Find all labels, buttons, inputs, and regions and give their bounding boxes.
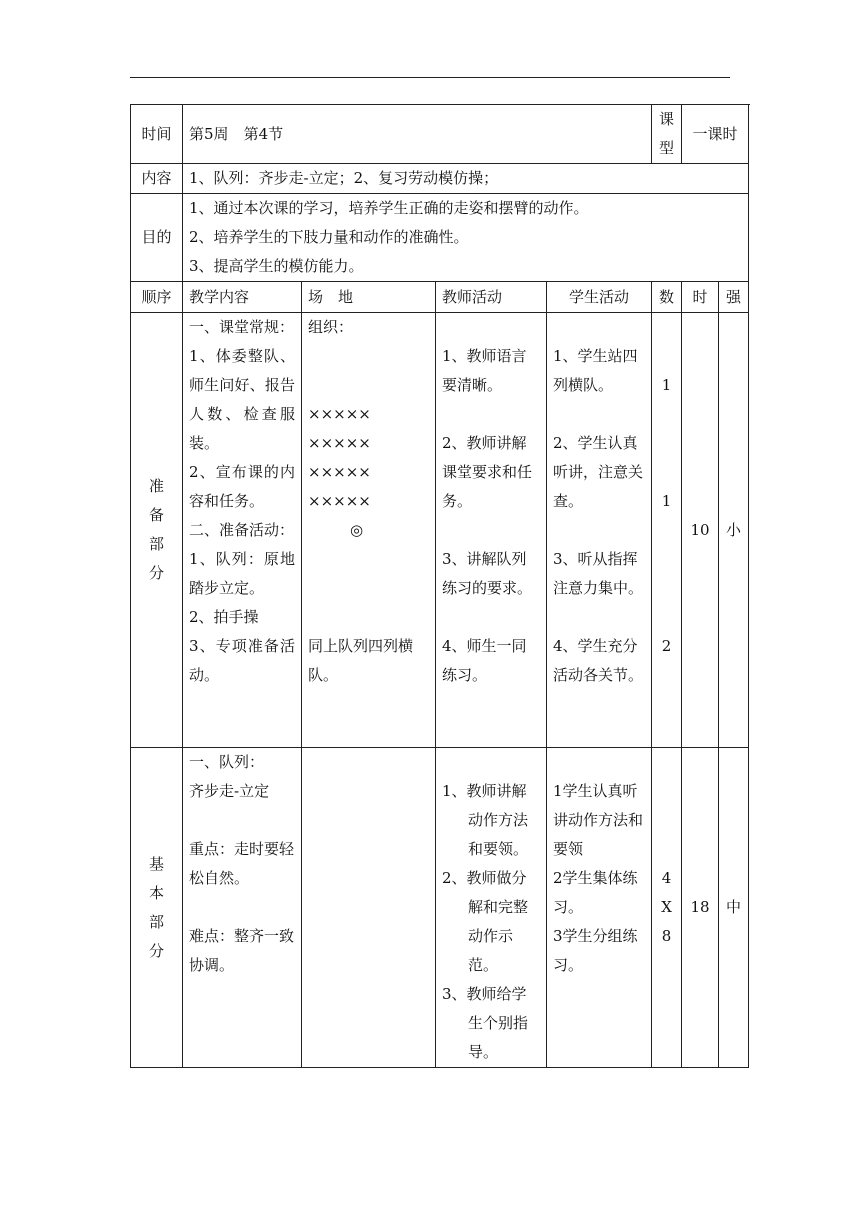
basic-key-point: 重点：走时要轻松自然。 xyxy=(189,840,295,887)
week-lesson xyxy=(183,105,652,164)
teacher-position-mark: ◎ xyxy=(350,521,364,539)
basic-venue xyxy=(302,748,436,1068)
prep-count-1: 1 xyxy=(661,376,672,394)
formation-row: ××××× xyxy=(308,463,371,481)
col-count: 数 xyxy=(652,282,682,313)
formation-row: ××××× xyxy=(308,405,371,423)
basic-teaching xyxy=(183,748,302,1068)
prep-intensity: 小 xyxy=(719,313,749,748)
prep-order-char: 备 xyxy=(148,506,164,524)
prep-order-char: 分 xyxy=(148,564,164,582)
basic-order-char: 基 xyxy=(148,854,164,873)
basic-difficulty: 难点：整齐一致协调。 xyxy=(189,927,295,974)
prep-student-activity: 1、学生站四列横队。 2、学生认真听讲，注意关查。 3、听从指挥注意力集中。 4、学生充分活动各关节。 xyxy=(547,313,652,748)
content-row xyxy=(131,164,749,194)
prep-row xyxy=(131,313,749,748)
col-venue: 场 地 xyxy=(302,282,436,313)
content-value: 1、队列：齐步走-立定；2、复习劳动模仿操； xyxy=(183,164,749,194)
column-header-row xyxy=(131,282,749,313)
prep-order-char: 部 xyxy=(148,535,164,553)
basic-teacher-step: 1、教师讲解动作方法和要领。 xyxy=(442,782,529,858)
formation-row: ××××× xyxy=(308,492,371,510)
lesson-text: 第4节 xyxy=(243,124,284,143)
basic-order-char: 分 xyxy=(148,941,164,960)
basic-teaching-title: 一、队列： xyxy=(189,753,265,771)
basic-order-char: 本 xyxy=(148,883,164,902)
col-order: 顺序 xyxy=(131,282,183,313)
purpose-line-1: 1、通过本次课的学习，培养学生正确的走姿和摆臂的动作。 xyxy=(189,199,589,217)
venue-note: 同上队列四列横队。 xyxy=(308,637,414,684)
basic-teacher-step: 3、教师给学生个别指导。 xyxy=(442,985,529,1061)
prep-count-3: 2 xyxy=(661,637,672,655)
basic-count xyxy=(652,748,682,1068)
formation-row: ××××× xyxy=(308,434,371,452)
col-intensity: 强 xyxy=(719,282,749,313)
purpose-row xyxy=(131,194,749,282)
venue-org-label: 组织： xyxy=(308,318,354,336)
content-label: 内容 xyxy=(131,164,183,194)
basic-row xyxy=(131,748,749,1068)
purpose-line-2: 2、培养学生的下肢力量和动作的准确性。 xyxy=(189,228,469,246)
header-rule xyxy=(130,77,730,78)
prep-time: 10 xyxy=(682,313,719,748)
time-row xyxy=(131,105,749,164)
prep-order-char: 准 xyxy=(148,477,164,495)
basic-order-char: 部 xyxy=(148,912,164,931)
purpose-label: 目的 xyxy=(131,194,183,282)
prep-order xyxy=(131,313,183,748)
basic-order xyxy=(131,748,183,1068)
lesson-plan-table xyxy=(130,104,749,1068)
col-student: 学生活动 xyxy=(547,282,652,313)
prep-venue xyxy=(302,313,436,748)
basic-intensity: 中 xyxy=(719,748,749,1068)
basic-count-part: 8 xyxy=(661,927,672,945)
prep-teacher-activity: 1、教师语言要清晰。 2、教师讲解课堂要求和任务。 3、讲解队列练习的要求。 4、师生一同练习。 xyxy=(436,313,547,748)
basic-teaching-item: 齐步走-立定 xyxy=(189,782,270,800)
col-teacher: 教师活动 xyxy=(436,282,547,313)
type-value: 一课时 xyxy=(682,105,749,164)
basic-teacher-step: 2、教师做分解和完整动作示范。 xyxy=(442,869,529,974)
basic-student-activity: 1学生认真听讲动作方法和要领 2学生集体练习。 3学生分组练习。 xyxy=(547,748,652,1068)
prep-count-2: 1 xyxy=(661,492,672,510)
type-label: 课型 xyxy=(652,105,682,164)
purpose-lines xyxy=(183,194,749,282)
col-time: 时 xyxy=(682,282,719,313)
purpose-line-3: 3、提高学生的模仿能力。 xyxy=(189,257,364,275)
prep-count xyxy=(652,313,682,748)
week-text: 第5周 xyxy=(189,124,229,143)
basic-teacher-activity xyxy=(436,748,547,1068)
col-teaching: 教学内容 xyxy=(183,282,302,313)
time-label: 时间 xyxy=(131,105,183,164)
prep-teaching: 一、课堂常规： 1、体委整队、师生问好、报告人数、检查服装。 2、宣布课的内容和任务。 二、准备活动： 1、队列：原地踏步立定。 2、拍手操 3、专项准备活动。 xyxy=(183,313,302,748)
basic-count-part: X xyxy=(661,898,672,916)
basic-count-part: 4 xyxy=(661,869,672,887)
basic-time: 18 xyxy=(682,748,719,1068)
